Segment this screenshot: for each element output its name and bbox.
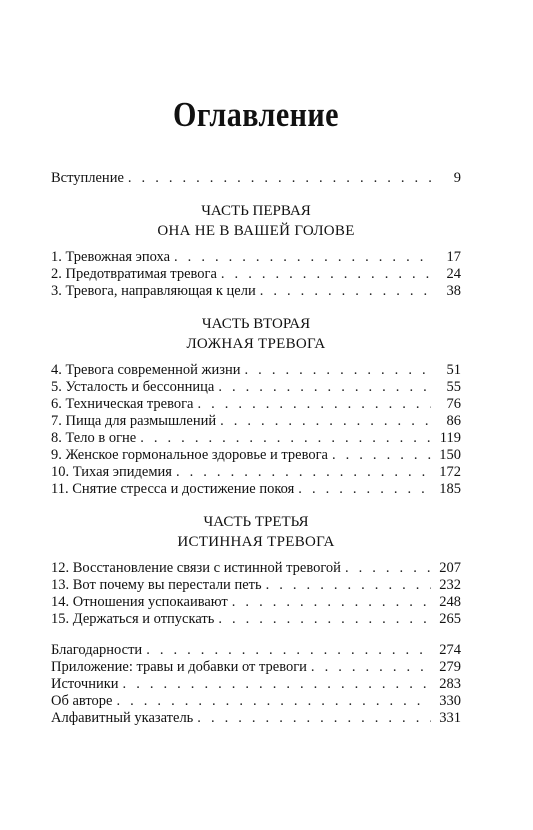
toc-entry-page: 279: [439, 659, 461, 675]
toc-entry-label: Вступление: [51, 170, 124, 186]
toc-entry-page: 265: [439, 611, 461, 627]
toc-entry-chapter-13[interactable]: [51, 577, 461, 594]
toc-entry-chapter-4[interactable]: [51, 362, 461, 379]
toc-entry-chapter-6[interactable]: [51, 396, 461, 413]
toc-entry-page: 207: [439, 560, 461, 576]
toc-entry-sources[interactable]: [51, 676, 461, 693]
part-title: ИСТИННАЯ ТРЕВОГА: [177, 534, 335, 550]
part-heading-2: [51, 314, 461, 354]
dot-leader: [266, 577, 431, 594]
toc-entry-label: 1. Тревожная эпоха: [51, 249, 171, 265]
toc-entry-label: 6. Техническая тревога: [51, 396, 194, 412]
dot-leader: [176, 464, 431, 481]
dot-leader: [174, 249, 431, 266]
dot-leader: [298, 481, 431, 498]
part-number: ЧАСТЬ ВТОРАЯ: [201, 316, 311, 332]
toc-entry-page: 55: [446, 379, 461, 395]
toc-entry-index[interactable]: [51, 710, 461, 727]
toc-entry-chapter-9[interactable]: [51, 447, 461, 464]
dot-leader: [221, 266, 431, 283]
toc-entry-chapter-5[interactable]: [51, 379, 461, 396]
toc-entry-page: 119: [439, 430, 461, 446]
toc-entry-label: Приложение: травы и добавки от тревоги: [51, 659, 307, 675]
toc-entry-label: Источники: [51, 676, 119, 692]
dot-leader: [140, 430, 431, 447]
toc-entry-page: 330: [439, 693, 461, 709]
toc-entry-page: 76: [446, 396, 461, 412]
toc-entry-intro[interactable]: [51, 170, 461, 187]
toc-entry-label: 14. Отношения успокаивают: [51, 594, 228, 610]
toc-entry-label: Алфавитный указатель: [51, 710, 194, 726]
toc-entry-page: 51: [446, 362, 461, 378]
toc-entry-acknowledgements[interactable]: [51, 642, 461, 659]
dot-leader: [116, 693, 431, 710]
toc-entry-label: 7. Пища для размышлений: [51, 413, 217, 429]
toc-entry-label: Об авторе: [51, 693, 113, 709]
dot-leader: [197, 396, 431, 413]
part-title: ЛОЖНАЯ ТРЕВОГА: [186, 336, 326, 352]
toc-entry-page: 185: [439, 481, 461, 497]
toc-entry-chapter-15[interactable]: [51, 611, 461, 628]
toc-entry-chapter-1[interactable]: [51, 249, 461, 266]
toc-entry-label: 11. Снятие стресса и достижение покоя: [51, 481, 295, 497]
dot-leader: [128, 170, 431, 187]
dot-leader: [197, 710, 431, 727]
toc-entry-label: 2. Предотвратимая тревога: [51, 266, 217, 282]
toc-entry-chapter-11[interactable]: [51, 481, 461, 498]
dot-leader: [220, 413, 431, 430]
toc-entry-label: Благодарности: [51, 642, 143, 658]
toc-entry-chapter-2[interactable]: [51, 266, 461, 283]
dot-leader: [245, 362, 431, 379]
dot-leader: [232, 594, 431, 611]
toc-entry-label: 9. Женское гормональное здоровье и тревога: [51, 447, 328, 463]
toc-entry-page: 331: [439, 710, 461, 726]
dot-leader: [146, 642, 431, 659]
toc-entry-label: 10. Тихая эпидемия: [51, 464, 172, 480]
toc-entry-page: 274: [439, 642, 461, 658]
toc-entry-label: 4. Тревога современной жизни: [51, 362, 241, 378]
toc-entry-page: 172: [439, 464, 461, 480]
dot-leader: [332, 447, 431, 464]
toc-entry-about-author[interactable]: [51, 693, 461, 710]
toc-entry-label: 15. Держаться и отпускать: [51, 611, 215, 627]
dot-leader: [311, 659, 431, 676]
toc-entry-page: 9: [453, 170, 461, 186]
toc-entry-label: 12. Восстановление связи с истинной тревогой: [51, 560, 341, 576]
toc-entry-chapter-12[interactable]: [51, 560, 461, 577]
toc-entry-label: 13. Вот почему вы перестали петь: [51, 577, 262, 593]
toc-entry-page: 17: [446, 249, 461, 265]
toc-entry-chapter-10[interactable]: [51, 464, 461, 481]
toc-entry-chapter-14[interactable]: [51, 594, 461, 611]
dot-leader: [260, 283, 431, 300]
toc-entry-page: 86: [446, 413, 461, 429]
toc-entry-label: 5. Усталость и бессонница: [51, 379, 215, 395]
part-number: ЧАСТЬ ТРЕТЬЯ: [203, 514, 309, 530]
dot-leader: [218, 611, 431, 628]
toc-entry-appendix[interactable]: [51, 659, 461, 676]
toc-entry-label: 8. Тело в огне: [51, 430, 137, 446]
part-heading-1: [51, 201, 461, 241]
toc-entry-page: 283: [439, 676, 461, 692]
part-number: ЧАСТЬ ПЕРВАЯ: [201, 203, 311, 219]
toc-entry-label: 3. Тревога, направляющая к цели: [51, 283, 256, 299]
toc-entry-page: 38: [446, 283, 461, 299]
table-of-contents: [51, 170, 461, 727]
toc-entry-page: 232: [439, 577, 461, 593]
toc-entry-page: 24: [446, 266, 461, 282]
part-heading-3: [51, 512, 461, 552]
dot-leader: [218, 379, 431, 396]
toc-entry-chapter-8[interactable]: [51, 430, 461, 447]
toc-entry-page: 248: [439, 594, 461, 610]
dot-leader: [345, 560, 431, 577]
page-title: Оглавление: [173, 95, 339, 134]
dot-leader: [123, 676, 431, 693]
toc-entry-chapter-7[interactable]: [51, 413, 461, 430]
toc-entry-page: 150: [439, 447, 461, 463]
toc-entry-chapter-3[interactable]: [51, 283, 461, 300]
part-title: ОНА НЕ В ВАШЕЙ ГОЛОВЕ: [157, 223, 355, 239]
